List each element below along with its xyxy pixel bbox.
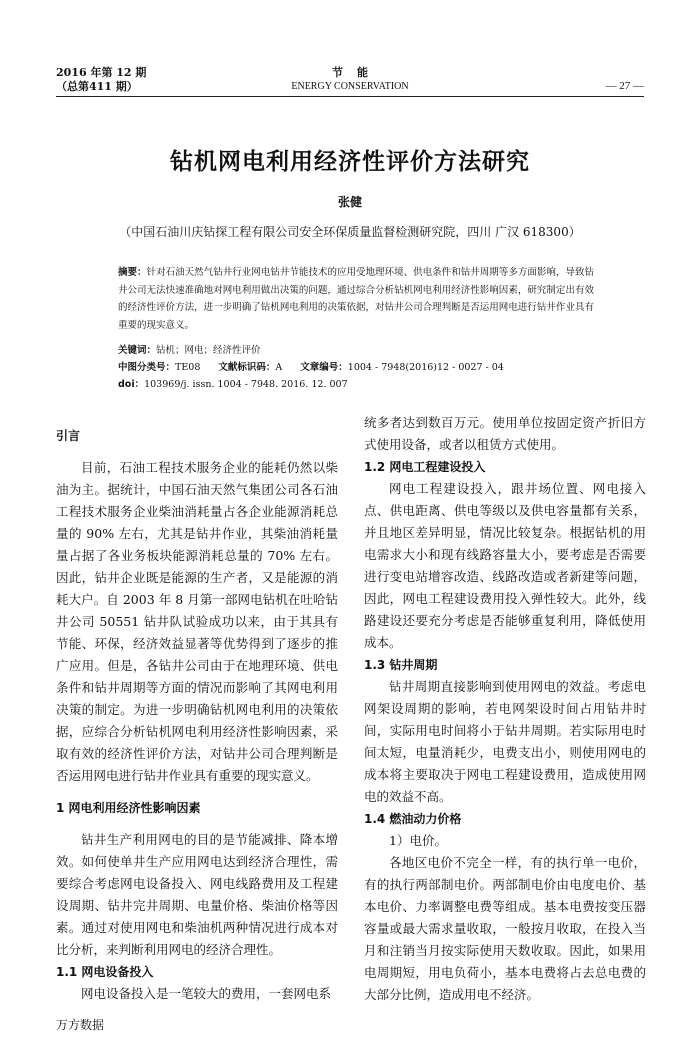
heading-section-1: 1 网电利用经济性影响因素 [56,801,201,815]
abstract [118,264,594,334]
doi-value: 103969/j. issn. 1004 - 7948. 2016. 12. 007 [144,379,348,390]
total-issue: （总第411 期） [56,80,138,93]
heading-section-1-4: 1.4 燃油动力价格 [364,812,462,826]
paper-title: 钻机网电利用经济性评价方法研究 [170,148,530,175]
author: 张健 [337,195,362,209]
heading-section-1-2: 1.2 网电工程建设投入 [364,460,486,474]
keywords [118,342,594,359]
paragraph-section-1-4: 各地区电价不完全一样，有的执行单一电价，有的执行两部制电价。两部制电价由电度电价、基本电价、力率调整电费等组成。基本电费按变压器容量或最大需求量收取，一般按月收取，在投入当月和注销当月按实际使用天数收取。因此，如果用电周期短，用电负荷小，基本电费将占去总电费的大部分比例，造成用电不经济。 [364,855,646,1002]
doc-code-value: A [275,362,283,373]
heading-section-1-3: 1.3 钻井周期 [364,658,438,672]
journal-name [250,66,450,94]
affiliation: （中国石油川庆钻探工程有限公司安全环保质量监督检测研究院，四川 广汉 618300） [119,225,581,239]
issue-info [56,66,146,94]
abstract-text: 针对石油天然气钻井行业网电钻井节能技术的应用受地理环境、供电条件和钻井周期等多方面影响，导致钻井公司无法快速准确地对网电利用做出决策的问题，通过综合分析钻机网电利用经济性影响因素，研究制定出有效的经济性评价方法，进一步明确了钻机网电利用的决策依据，对钻井公司合理判断是否运用网电进行钻井作业具有重要的现实意义。 [118,267,594,331]
paragraph-intro: 目前，石油工程技术服务企业的能耗仍然以柴油为主。据统计，中国石油天然气集团公司各石油工程技术服务企业柴油消耗量占各企业能源消耗总量的 90% 左右，尤其是钻井作业，其柴油消耗量量占据了各业务板块能源消耗总量的 70% 左右。因此，钻井企业既是能源的生产者，又是能源的消耗大户。自 2003 年 8 月第一部网电钻机在吐哈钻井公司 50551 钻井队试验成功以来，由于其具有节能、环保，经济效益显著等优势得到了逐步的推广应用。但是，各钻井公司由于在地理环境、供电条件和钻井周期等方面的情况而影响了其网电利用决策的制定。为进一步明确钻机网电利用的决策依据，应综合分析钻机网电利用经济性影响因素，采取有效的经济性评价方法，对钻井公司合理判断是否运用网电进行钻井作业具有重要的现实意义。 [56,460,338,783]
paragraph-section-1-1: 网电设备投入是一笔较大的费用，一套网电系 [81,986,332,1001]
classification [118,359,594,376]
journal-name-cn: 节能 [332,66,382,79]
paragraph-section-1: 钻井生产利用网电的目的是节能减排、降本增效。如何使单井生产应用网电达到经济合理性，需要综合考虑网电设备投入、网电线路费用及工程建设周期、钻井完井周期、电量价格、柴油价格等因素。通过对使用网电和柴油机两种情况进行成本对比分析，来判断利用网电的经济合理性。 [56,832,338,957]
doi-label: doi： [118,379,145,390]
article-number-label: 文章编号： [300,362,348,373]
article-meta [118,342,594,393]
header-divider [56,96,644,97]
article-number-value: 1004 - 7948(2016)12 - 0027 - 04 [347,362,504,373]
footer-watermark: 万方数据 [56,1018,105,1032]
issue-number: 2016 年第 12 期 [56,66,147,79]
paragraph-section-1-3: 钻井周期直接影响到使用网电的效益。考虑电网架设周期的影响，若电网架设时间占用钻井时间，实际用电时间将小于钻井周期。若实际用电时间太短，电量消耗少，电费支出小，则使用网电的成本将主要取决于网电工程建设费用，造成使用网电的效益不高。 [364,679,646,804]
clc-label: 中图分类号： [118,362,176,373]
left-column [56,425,338,1005]
abstract-label: 摘要： [118,267,147,278]
doi [118,376,594,393]
doc-code-label: 文献标识码： [218,362,276,373]
heading-intro: 引言 [56,429,81,443]
clc-value: TE08 [175,362,201,373]
keywords-text: 钻机；网电；经济性评价 [156,345,261,356]
journal-name-en: ENERGY CONSERVATION [291,81,409,92]
keywords-label: 关键词： [118,345,157,356]
page-number: — 27 — [605,80,644,92]
list-item-electricity-price: 1）电价。 [389,833,447,848]
heading-section-1-1: 1.1 网电设备投入 [56,965,154,979]
right-column [364,412,646,1006]
paragraph-section-1-2: 网电工程建设投入，跟井场位置、网电接入点、供电距离、供电等级以及供电容量都有关系，并且地区差异明显，情况比较复杂。根据钻机的用电需求大小和现有线路容量大小，要考虑是否需要进行变电站增容改造、线路改造或者新建等问题，因此，网电工程建设费用投入弹性较大。此外，线路建设还要充分考虑是否能够重复利用，降低使用成本。 [364,481,646,650]
paragraph-section-1-1-cont: 统多者达到数百万元。使用单位按固定资产折旧方式使用设备，或者以租赁方式使用。 [364,415,646,452]
